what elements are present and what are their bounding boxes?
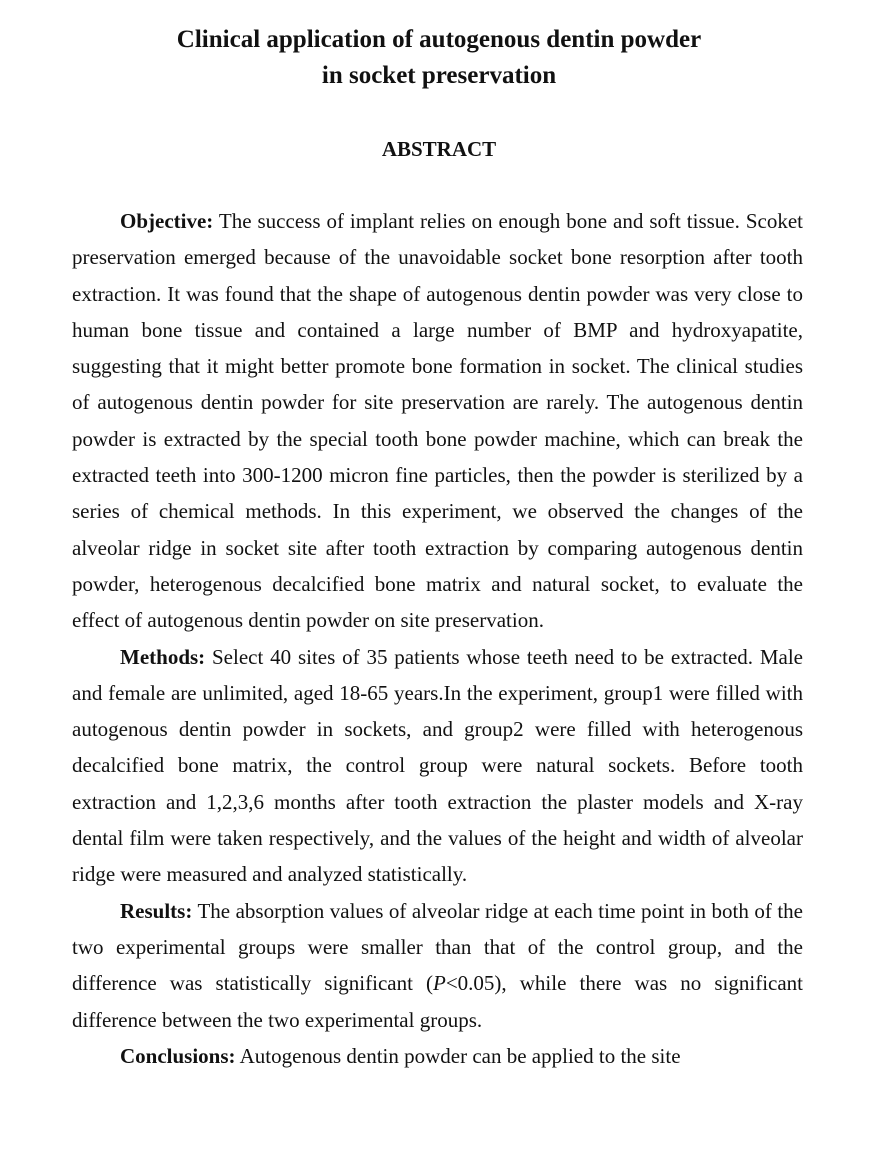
objective-paragraph — [72, 203, 803, 639]
abstract-heading: ABSTRACT — [381, 137, 497, 161]
p-value-symbol: P — [433, 971, 446, 996]
results-paragraph — [72, 893, 803, 1038]
conclusions-paragraph — [72, 1038, 803, 1074]
results-text-before: The absorption values of alveolar ridge at each time point in both of the two experimental groups were smaller than that of the control group, and the difference was statistically significant ( — [72, 898, 803, 996]
paper-title-line-1: Clinical application of autogenous dentin powder — [176, 26, 702, 53]
abstract-body — [72, 203, 803, 1074]
objective-text: The success of implant relies on enough bone and soft tissue. Scoket preservation emerged because of the unavoidable socket bone resorption after tooth extraction. It was found that the shape of autogenous dentin powder was very close to human bone tissue and contained a large number of BMP and hydroxyapatite, suggesting that it might better promote bone formation in socket. The clinical studies of autogenous dentin powder for site preservation are rarely. The autogenous dentin powder is extracted by the special tooth bone powder machine, which can break the extracted teeth into 300-1200 micron fine particles, then the powder is sterilized by a series of chemical methods. In this experiment, we observed the changes of the alveolar ridge in socket site after tooth extraction by comparing autogenous dentin powder, heterogenous decalcified bone matrix and natural socket, to evaluate the effect of autogenous dentin powder on site preservation. — [72, 209, 803, 633]
results-label: Results: — [120, 898, 193, 923]
conclusions-label: Conclusions: — [120, 1043, 236, 1068]
paper-title-line-2: in socket preservation — [321, 62, 557, 89]
results-text-after: <0.05), while there was no significant difference between the two experimental groups. — [72, 971, 804, 1032]
objective-label: Objective: — [120, 209, 214, 233]
methods-paragraph — [72, 639, 803, 893]
methods-label: Methods: — [120, 644, 206, 669]
conclusions-text: Autogenous dentin powder can be applied to the site — [239, 1043, 681, 1068]
methods-text: Select 40 sites of 35 patients whose teeth need to be extracted. Male and female are unlimited, aged 18-65 years.In the experiment, group1 were filled with autogenous dentin powder in sockets, and group2 were filled with heterogenous decalcified bone matrix, the control group were natural sockets. Before tooth extraction and 1,2,3,6 months after tooth extraction the plaster models and X-ray dental film were taken respectively, and the values of the height and width of alveolar ridge were measured and analyzed statistically. — [72, 644, 803, 887]
